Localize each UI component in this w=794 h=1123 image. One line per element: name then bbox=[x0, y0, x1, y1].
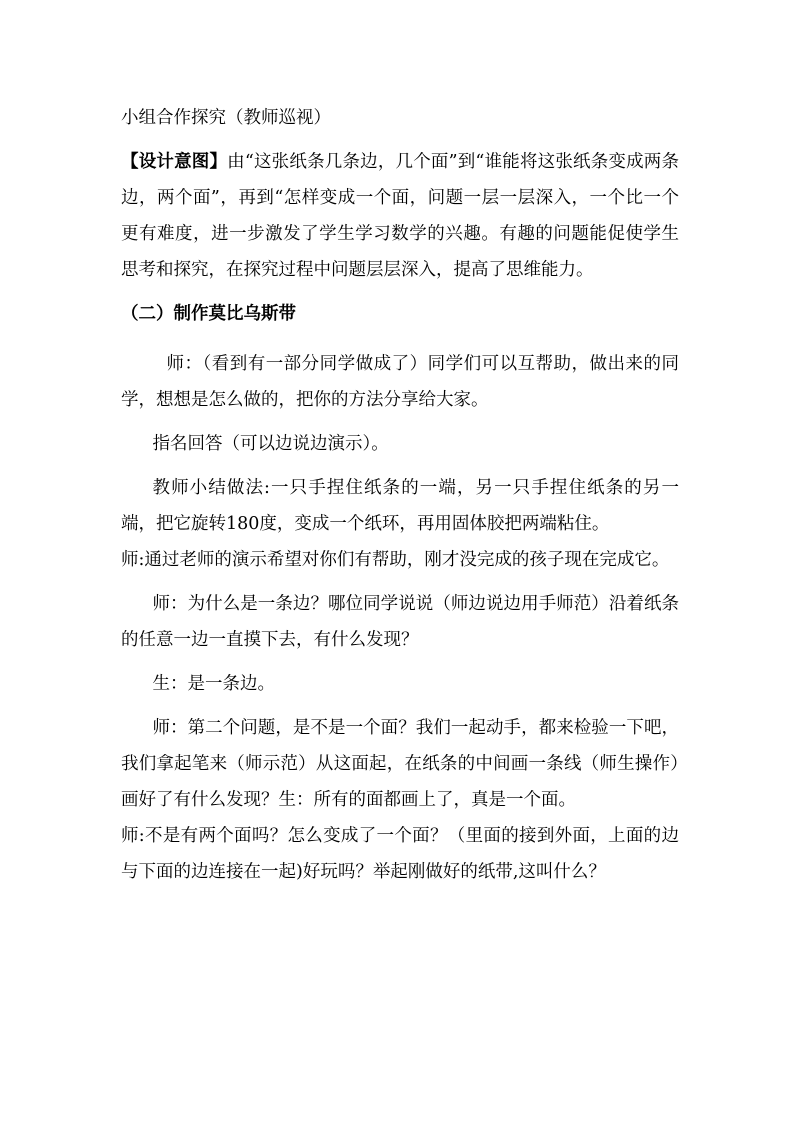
paragraph-teacher-summary bbox=[121, 470, 679, 542]
paragraph-why-one-edge bbox=[121, 586, 679, 658]
paragraph-named-answer bbox=[121, 426, 679, 462]
paragraph-student-answer bbox=[121, 666, 679, 702]
paragraph-design-intent bbox=[121, 144, 679, 288]
paragraph-text: 师：第二个问题，是不是一个面？我们一起动手，都来检验一下吧，我们拿起笔来（师示范）从这面起，在纸条的中间画一条线（师生操作）画好了有什么发现？生：所有的面都画上了，真是一个面。 bbox=[121, 718, 679, 810]
paragraph-text: 教师小结做法:一只手捏住纸条的一端，另一只手捏住纸条的另一端，把它旋转180度，变成一个纸环，再用固体胶把两端粘住。 bbox=[121, 478, 679, 534]
paragraph-text: 指名回答（可以边说边演示）。 bbox=[152, 434, 389, 454]
paragraph-teacher-help bbox=[121, 346, 679, 418]
paragraph-text: 师:通过老师的演示希望对你们有帮助，刚才没完成的孩子现在完成它。 bbox=[121, 550, 670, 570]
paragraph-teacher-demo bbox=[121, 542, 679, 578]
section-heading-mobius: （二）制作莫比乌斯带 bbox=[121, 304, 296, 324]
paragraph-text: 师:不是有两个面吗？怎么变成了一个面？（里面的接到外面，上面的边与下面的边连接在一起)好玩吗？举起刚做好的纸带,这叫什么？ bbox=[121, 826, 679, 882]
paragraph-second-question bbox=[121, 710, 679, 818]
paragraph-text: 师：（看到有一部分同学做成了）同学们可以互帮助，做出来的同学，想想是怎么做的，把你的方法分享给大家。 bbox=[121, 354, 679, 410]
document-body bbox=[121, 100, 679, 890]
paragraph-text: 小组合作探究（教师巡视） bbox=[121, 108, 331, 128]
paragraph-group-exploration bbox=[121, 100, 679, 136]
paragraph-text: 生：是一条边。 bbox=[152, 674, 275, 694]
paragraph-one-face bbox=[121, 818, 679, 890]
design-intent-label: 【设计意图】 bbox=[121, 152, 228, 172]
paragraph-text: 由“这张纸条几条边，几个面”到“谁能将这张纸条变成两条边，两个面”，再到“怎样变成一个面，问题一层一层深入，一个比一个更有难度，进一步激发了学生学习数学的兴趣。有趣的问题能促使学生思考和探究，在探究过程中问题层层深入，提高了思维能力。 bbox=[121, 152, 679, 280]
paragraph-text: 师：为什么是一条边？哪位同学说说（师边说边用手师范）沿着纸条的任意一边一直摸下去，有什么发现？ bbox=[121, 594, 679, 650]
